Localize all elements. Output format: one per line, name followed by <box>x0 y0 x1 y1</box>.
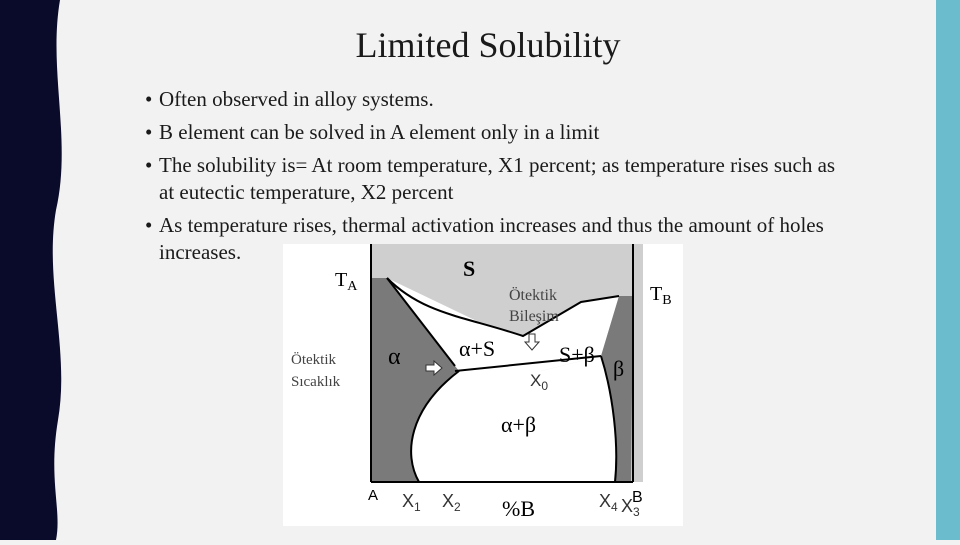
left-decorative-band <box>0 0 70 540</box>
label-alpha-s: α+S <box>459 336 496 361</box>
bullet-item: • Often observed in alloy systems. <box>145 86 845 113</box>
axis-label-x2: $X_2$ <box>442 491 461 514</box>
axis-label-b: B <box>632 489 643 506</box>
label-alpha-beta: α+β <box>501 412 537 437</box>
axis-label-x4: $X_4$ <box>599 491 618 514</box>
label-eutectic-temp-2: Sıcaklık <box>291 374 341 390</box>
phase-diagram <box>283 244 683 526</box>
label-eutectic-composition-1: Ötektik <box>509 287 557 304</box>
axis-label-x1: $X_1$ <box>402 491 421 514</box>
label-s-beta: S+β <box>559 342 595 367</box>
left-band-shape <box>0 0 62 540</box>
label-alpha: α <box>388 344 401 370</box>
bullet-item: • B element can be solved in A element only in a limit <box>145 119 845 146</box>
bullet-item: • As temperature rises, thermal activation increases and thus the amount of holes increases. <box>145 212 845 266</box>
axis-label-x3: $X_3$ <box>621 496 640 519</box>
axis-label-percent-b: %B <box>502 496 535 521</box>
label-eutectic-composition-2: Bileşim <box>509 308 559 325</box>
axis-label-a: A <box>368 487 379 504</box>
slide-title: Limited Solubility <box>355 25 621 65</box>
label-eutectic-temp-1: Ötektik <box>291 352 336 368</box>
label-ta: $T_A$ <box>335 269 358 294</box>
right-accent-band <box>936 0 960 540</box>
label-beta: β <box>613 356 625 381</box>
label-x0: $X_0$ <box>530 371 549 393</box>
bullet-item: • The solubility is= At room temperature, X1 percent; as temperature rises such as at eutectic temperature, X2 percent <box>145 152 845 206</box>
label-tb: $T_B$ <box>650 283 672 308</box>
label-s: S <box>463 256 476 281</box>
